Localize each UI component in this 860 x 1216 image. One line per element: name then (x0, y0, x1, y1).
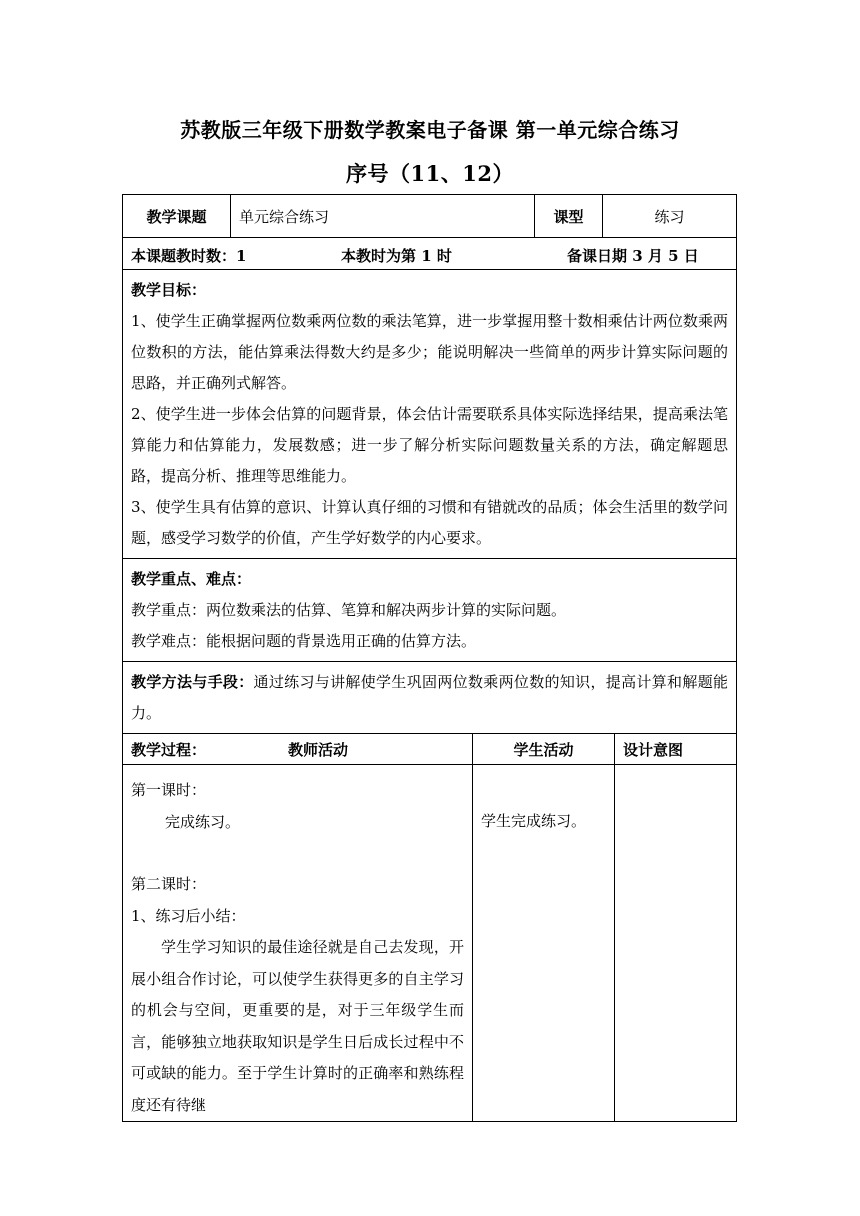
lesson2-heading: 第二课时： (131, 875, 207, 893)
objectives-row (123, 270, 737, 559)
objectives-label: 教学目标： (131, 281, 207, 299)
info-row (123, 238, 737, 270)
prep-date: 备课日期 3 月 5 日 (567, 247, 699, 265)
lesson1-heading: 第一课时： (131, 781, 207, 799)
document-subtitle: 序号（11、12） (346, 161, 514, 186)
teaching-difficulty: 教学难点：能根据问题的背景选用正确的估算方法。 (131, 632, 477, 650)
methods-text: 通过练习与讲解使学生巩固两位数乘两位数的知识，提高计算和解题能力。 (131, 673, 729, 722)
student-task: 学生完成练习。 (481, 812, 587, 830)
student-activity-header: 学生活动 (473, 734, 615, 765)
lesson1-task: 完成练习。 (165, 812, 241, 831)
type-value: 练习 (654, 207, 685, 226)
lesson-hours: 本课题教时数：1 (131, 247, 247, 265)
objective-item: 3、使学生具有估算的意识、计算认真仔细的习惯和有错就改的品质；体会生活里的数学问题，感受学习数学的价值，产生学好数学的内心要求。 (131, 498, 729, 547)
teacher-activity-header: 教师活动 (288, 740, 349, 759)
objective-item: 1、使学生正确掌握两位数乘两位数的乘法笔算，进一步掌握用整十数相乘估计两位数乘两位数积的方法，能估算乘法得数大约是多少；能说明解决一些简单的两步计算实际问题的思路，并正确列式解答。 (131, 312, 729, 392)
topic-label: 教学课题 (123, 195, 231, 237)
process-label: 教学过程： (131, 740, 207, 759)
topic-value: 单元综合练习 (231, 195, 535, 237)
lesson-period: 本教时为第 1 时 (341, 247, 452, 265)
design-intent-header: 设计意图 (615, 734, 737, 765)
type-label: 课型 (535, 195, 603, 237)
objective-item: 2、使学生进一步体会估算的问题背景，体会估计需要联系具体实际选择结果，提高乘法笔算能力和估算能力，发展数感；进一步了解分析实际问题数量关系的方法，确定解题思路，提高分析、推理等思维能力。 (131, 405, 729, 485)
process-content-row (123, 765, 737, 1122)
lesson-plan-table (122, 194, 737, 1122)
design-intent-cell (615, 765, 737, 1122)
summary-text: 学生学习知识的最佳途径就是自己去发现，开展小组合作讨论，可以使学生获得更多的自主学习的机会与空间，更重要的是，对于三年级学生而言，能够独立地获取知识是学生日后成长过程中不可或缺的能力。至于学生计算时的正确率和熟练程度还有待继 (131, 938, 464, 1114)
summary-title: 1、练习后小结： (131, 906, 246, 925)
teaching-focus: 教学重点：两位数乘法的估算、笔算和解决两步计算的实际问题。 (131, 601, 567, 619)
key-points-label: 教学重点、难点： (131, 570, 252, 588)
key-points-row (123, 559, 737, 662)
methods-label: 教学方法与手段： (131, 673, 254, 691)
topic-row (123, 195, 737, 238)
process-header-row (123, 734, 737, 765)
document-title: 苏教版三年级下册数学教案电子备课 第一单元综合练习 (180, 118, 680, 142)
methods-row (123, 662, 737, 734)
